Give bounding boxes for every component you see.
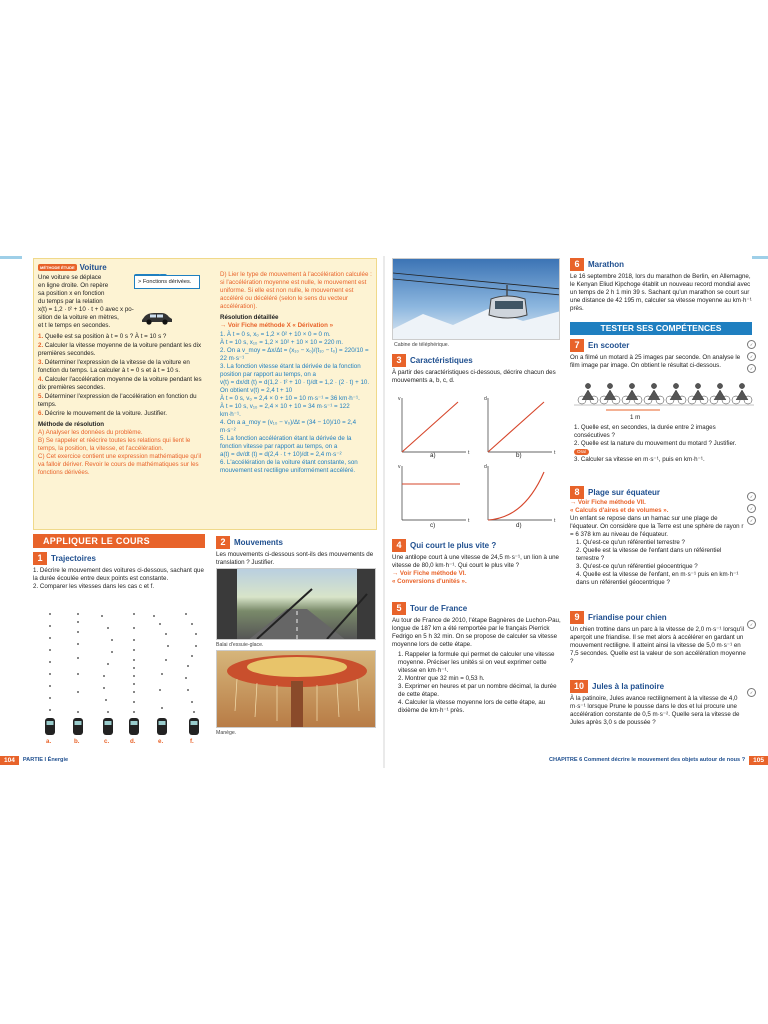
worked-intro-rest [38,306,204,330]
ex8-text: Un enfant se repose dans un hamac sur une plage de l'équateur. On considère que la Terre est une sphère de rayon r = 6 378 km au niveau de l'équateur. [570,515,744,538]
worked-col1 [38,263,204,477]
method-step: B) Se rappeler et réécrire toutes les relations qui lient le temps, la position, la vitesse, et l'accélération. [38,437,191,452]
res-line: À t = 10 s, x₁₀ = 1,2 × 10² + 10 × 10 = 220 m. [220,339,343,346]
ex5-number: 5 [392,602,406,615]
res-line: 3. La fonction vitesse étant la dérivée de la fonction position par rapport au temps, on a [220,363,361,378]
velocity-graphs [394,394,564,530]
windshield-photo [216,568,376,640]
ex7-q: 2. Quelle est la nature du mouvement du motard ? Justifier. [574,440,737,447]
resolution-link[interactable]: → Voir Fiche méthode X « Dérivation » [220,322,334,329]
res-line: À t = 10 s, v₁₀ = 2,4 × 10 + 10 = 34 m·s⁻¹ = 122 km·h⁻¹. [220,403,350,418]
label-a: a. [46,738,52,745]
exercise-8 [570,486,746,587]
intro-line: sition de la voiture en mètres, [38,314,119,321]
left-footer-text: PARTIE I Énergie [22,757,69,763]
res-line: 4. On a a_moy = (v₁₀ − v₀)/Δt = (34 − 10)/10 = 2,4 m·s⁻² [220,419,357,434]
section-appliquer: APPLIQUER LE COURS [33,534,205,548]
ex4-link1[interactable]: → Voir Fiche méthode VI. [392,570,467,577]
right-page-number: 105 [749,756,768,765]
label-f: f. [190,738,194,745]
exercise-1 [33,552,209,591]
intro-line: du temps par la relation [38,298,103,305]
svg-text:v: v [398,464,401,470]
ex4-text: Une antilope court à une vitesse de 24,5 m·s⁻¹, un lion à une vitesse de 80,0 km·h⁻¹. Qui court le plus vite ? [392,554,559,569]
svg-text:t: t [468,450,470,456]
label-e: e. [158,738,164,745]
q-num: 6. [38,410,44,417]
competence-circle: ✓ [747,492,756,501]
cable-car-illustration [393,259,560,340]
ex8-link2[interactable]: « Calculs d'aires et de volumes ». [570,507,669,514]
ex9-title: Friandise pour chien [588,613,667,622]
ex2-title: Mouvements [234,538,283,547]
ex8-link1[interactable]: → Voir Fiche méthode VII. [570,499,646,506]
competence-circle: ✓ [747,340,756,349]
competence-circle: ✓ [747,352,756,361]
right-footer [545,754,768,766]
ex9-text: Un chien trottine dans un parc à la vitesse de 2,0 m·s⁻¹ lorsqu'il aperçoit une friandise. Il se met alors à accélérer en gardant un mouvement rectiligne. Il atteint ainsi la vitesse de 5,0 m·s⁻¹ en 7,5 secondes. Quelle est la valeur de son accélération moyenne ? [570,626,746,665]
competence-circle: ✓ [747,620,756,629]
ex8-questions [570,539,746,587]
worked-intro [38,274,138,306]
ex8-number: 8 [570,486,584,499]
ex8-q: 1. Qu'est-ce qu'un référentiel terrestre ? [576,539,685,546]
res-line: 6. L'accélération de la voiture étant constante, son mouvement est rectiligne uniformément accéléré. [220,459,358,474]
ex8-q: 2. Quelle est la vitesse de l'enfant dans un référentiel terrestre ? [576,547,722,562]
telepherique-caption: Cabine de téléphérique. [394,342,450,348]
ex7-q: 1. Quelle est, en secondes, la durée entre 2 images consécutives ? [574,424,716,439]
ex5-text: Au tour de France de 2010, l'étape Bagnères de Luchon-Pau, longue de 187 km a été remportée par le français Pierrick Fedrigo en 5 h 32 min. On se propose de calculer sa vitesse moyenne lors de cette étape. [392,617,561,648]
ex8-q: 3. Qu'est-ce qu'un référentiel géocentrique ? [576,563,698,570]
q-num: 3. [38,359,44,366]
windshield-illustration [217,569,376,640]
q-text: Quelle est sa position à t = 0 s ? À t = 10 s ? [44,333,167,340]
worked-questions [38,333,204,418]
motorcycle-sequence [574,374,754,414]
ex1-title: Trajectoires [51,554,96,563]
q-text: Déterminer l'expression de la vitesse de la voiture en fonction du temps. La calculer à t = 0 s et à t = 10 s. [38,359,190,374]
exercise-3 [392,354,564,385]
svg-text:t: t [554,450,556,456]
competence-circle: ✓ [747,504,756,513]
exercise-9 [570,611,746,666]
graph-label-c: c) [430,522,436,529]
graph-label-d: d) [516,522,522,529]
ex7-questions [574,424,746,464]
ex3-title: Caractéristiques [410,356,473,365]
ex7-text: On a filmé un motard à 25 images par seconde. On analyse le film image par image. On obtient le résultat ci-dessous. [570,354,741,369]
exercise-6 [570,258,756,313]
q-text: Décrire le mouvement de la voiture. Justifier. [44,410,167,417]
q-num: 5. [38,393,44,400]
exercise-2 [216,536,376,567]
method-badge: MÉTHODE ÉTUDE [40,265,75,270]
col2-intro: D) Lier le type de mouvement à l'accélération calculée : si l'accélération moyenne est nulle, le mouvement est uniforme. Si elle est non nulle, le mouvement est accéléré ou décéléré (selon le sens du vecteur accélération). [220,271,372,310]
ex7-number: 7 [570,339,584,352]
ex1-q1: 1. Décrire le mouvement des voitures ci-dessous, sachant que la durée écoulée entre deux points est constante. [33,567,204,582]
textbook-spread [0,256,768,768]
svg-text:v: v [398,396,401,402]
q-num: 1. [38,333,44,340]
carousel-photo [216,650,376,728]
worked-example-box [33,258,377,530]
res-line: v(t) = dx/dt (t) = d(1,2 · t² + 10 · t)/dt = 1,2 · (2 · t) + 10. [220,379,370,386]
ex5-q: 1. Rappeler la formule qui permet de calculer une vitesse moyenne. Préciser les unités si on veut exprimer cette vitesse en km·h⁻¹. [398,651,555,674]
ex4-title: Qui court le plus vite ? [410,541,497,550]
ex5-questions [392,651,564,715]
ex10-number: 10 [570,680,588,693]
ex2-caption1: Balai d'essuie-glace. [216,642,264,648]
worked-col2 [220,271,372,475]
carousel-illustration [217,651,376,728]
q-text: Calculer la vitesse moyenne de la voiture pendant les dix premières secondes. [38,342,202,357]
car-icon [140,311,174,325]
exercise-4 [392,539,564,586]
svg-text:d: d [484,396,487,402]
exercise-7 [570,339,746,370]
resolution-title: Résolution détaillée [220,314,279,321]
intro-line: x(t) = 1,2 · t² + 10 · t + 0 avec x po- [38,306,134,313]
focus-box[interactable]: > Fonctions dérivées. [134,275,200,289]
ex4-number: 4 [392,539,406,552]
ex2-text: Les mouvements ci-dessous sont-ils des mouvements de translation ? Justifier. [216,551,374,566]
q-text: Calculer l'accélération moyenne de la voiture pendant les dix premières secondes. [38,376,202,391]
worked-title: Voiture [79,263,107,272]
method-step: C) Cet exercice contient une expression mathématique qu'il va falloir dériver. Revoir le cours de mathématiques sur les fonctions dérivées. [38,453,202,476]
label-d: d. [130,738,136,745]
intro-line: Une voiture se déplace [38,274,102,281]
ex4-link2[interactable]: « Conversions d'unités ». [392,578,467,585]
intro-line: sa position x en fonction [38,290,105,297]
res-line: On obtient v(t) = 2,4 t + 10 [220,387,293,394]
right-page [384,256,768,768]
method-title: Méthode de résolution [38,421,105,428]
telepherique-photo [392,258,560,340]
right-footer-text: CHAPITRE 6 Comment décrire le mouvement des objets autour de nous ? [549,757,746,763]
scale-label: 1 m [630,414,641,421]
ex9-number: 9 [570,611,584,624]
ex2-number: 2 [216,536,230,549]
svg-text:t: t [554,518,556,524]
graph-labels-bottom [394,522,564,530]
ex2-caption2: Manège. [216,730,237,736]
trajectories-figure [36,608,208,748]
res-line: 5. La fonction accélération étant la dérivée de la fonction vitesse par rapport au temps, on a [220,435,352,450]
ex8-q: 4. Quelle est la vitesse de l'enfant, en m·s⁻¹ puis en km·h⁻¹ dans un référentiel géocentrique ? [576,571,739,586]
ex6-text: Le 16 septembre 2018, lors du marathon de Berlin, en Allemagne, le Kenyan Eliud Kipchoge établit un nouveau record mondial avec un temps de 2 h 1 min 39 s. Sachant qu'un marathon se court sur une distance de 42 195 m, calculer sa vitesse moyenne au km·h⁻¹ près. [570,273,752,312]
ex1-q2: 2. Comparer les vitesses dans les cas c et f. [33,583,155,590]
ex6-title: Marathon [588,260,624,269]
resolution-lines [220,331,372,475]
ex10-title: Jules à la patinoire [592,682,665,691]
graph-label-a: a) [430,452,436,459]
ex1-number: 1 [33,552,47,565]
left-footer [0,754,110,766]
ex5-q: 3. Exprimer en heures et par un nombre décimal, la durée de cette étape. [398,683,557,698]
ex6-number: 6 [570,258,584,271]
left-page-number: 104 [0,756,19,765]
ex7-q: 3. Calculer sa vitesse en m·s⁻¹, puis en km·h⁻¹. [574,456,705,463]
q-num: 4. [38,376,44,383]
intro-line: en ligne droite. On repère [38,282,109,289]
oral-pill: Oral [574,449,589,455]
res-line: À t = 0 s, v₀ = 2,4 × 0 + 10 = 10 m·s⁻¹ = 36 km·h⁻¹. [220,395,360,402]
graph-labels-top [394,452,564,460]
left-page [0,256,384,768]
method-steps [38,429,204,477]
intro-line: et t le temps en secondes. [38,322,111,329]
ex10-text: À la patinoire, Jules avance rectilignement à la vitesse de 4,0 m·s⁻¹ lorsque Prune le pousse dans le dos et lui procure une accélération constante de 0,5 m·s⁻². Quelle sera la vitesse de Jules après 3,0 s de poussée ? [570,695,740,726]
label-c: c. [104,738,110,745]
res-line: 2. On a v_moy = Δx/Δt = (x₁₀ − x₀)/(t₁₀ − t₀) = 220/10 = 22 m·s⁻¹ [220,347,369,362]
exercise-5 [392,602,564,715]
method-step: A) Analyser les données du problème. [38,429,143,436]
ex5-title: Tour de France [410,604,468,613]
res-line: 1. À t = 0 s, x₀ = 1,2 × 0² + 10 × 0 = 0 m. [220,331,331,338]
trajectory-labels [36,738,208,746]
ex5-q: 2. Montrer que 32 min = 0,53 h. [398,675,485,682]
tester-competences-bar: TESTER SES COMPÉTENCES [570,322,752,335]
svg-text:d: d [484,464,487,470]
ex3-text: À partir des caractéristiques ci-dessous, décrire chacun des mouvements a, b, c, d. [392,369,556,384]
ex5-q: 4. Calculer la vitesse moyenne lors de cette étape, au dixième de km·h⁻¹ près. [398,699,546,714]
competence-circle: ✓ [747,516,756,525]
ex7-title: En scooter [588,341,630,350]
ex3-number: 3 [392,354,406,367]
ex8-title: Plage sur équateur [588,488,661,497]
competence-circle: ✓ [747,364,756,373]
q-num: 2. [38,342,44,349]
res-line: a(t) = dv/dt (t) = d(2,4 · t + 10)/dt = 2,4 m·s⁻² [220,451,342,458]
competence-circle: ✓ [747,688,756,697]
exercise-10 [570,680,746,727]
svg-text:t: t [468,518,470,524]
label-b: b. [74,738,80,745]
graph-label-b: b) [516,452,522,459]
q-text: Déterminer l'expression de l'accélération en fonction du temps. [38,393,197,408]
